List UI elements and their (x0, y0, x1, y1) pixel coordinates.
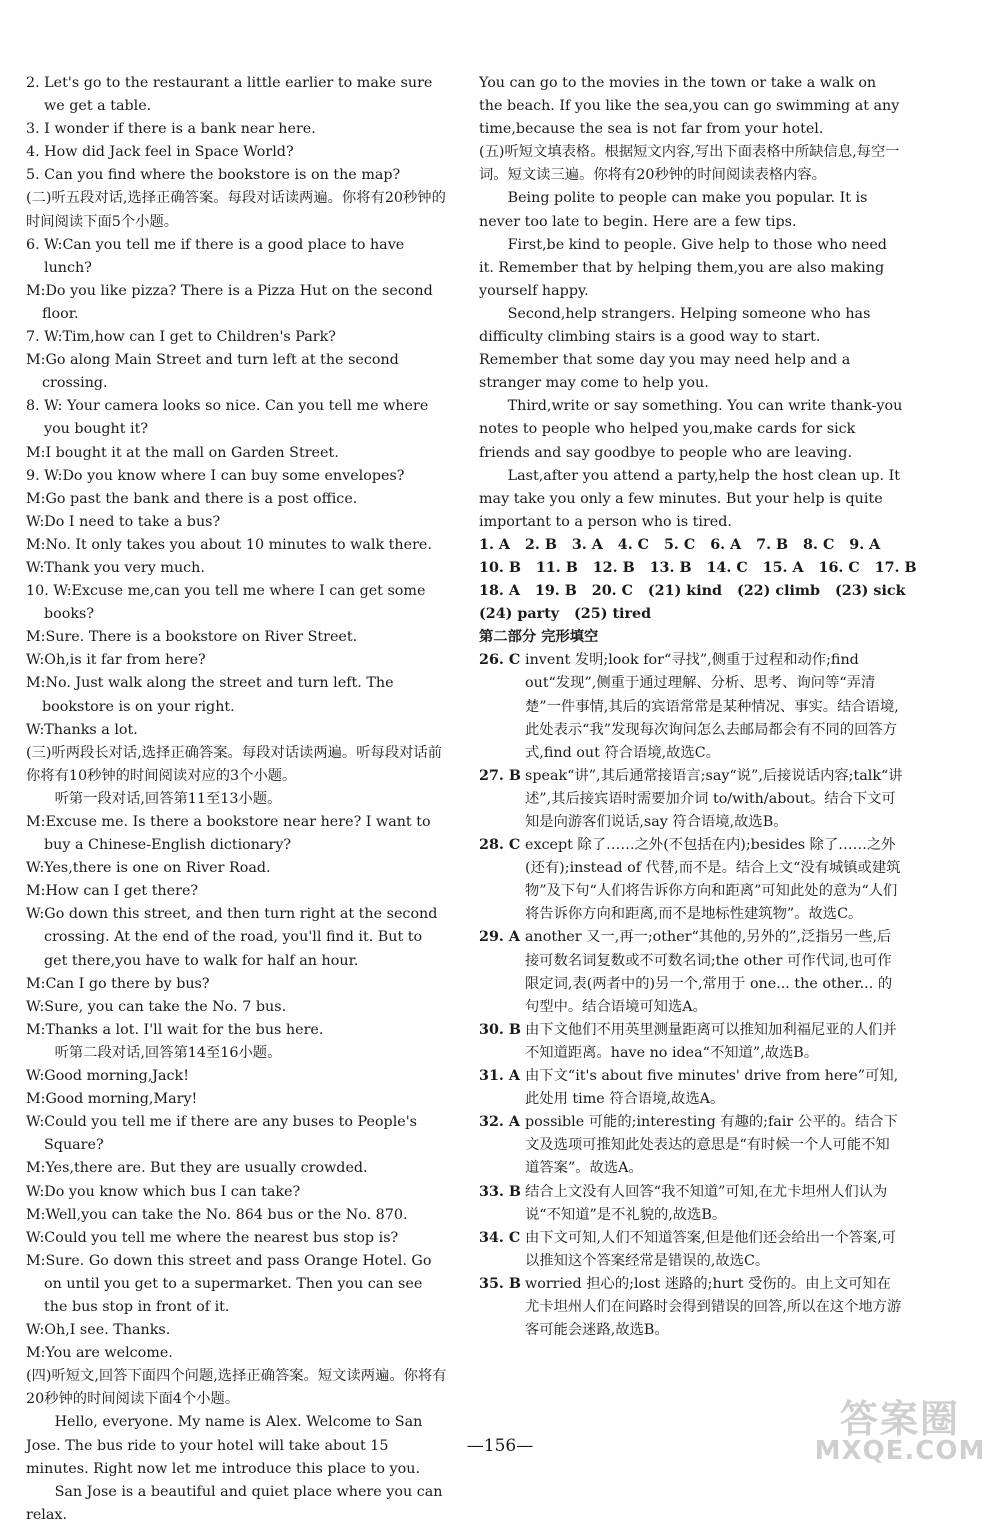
text-line: (五)听短文填表格。根据短文内容,写出下面表格中所缺信息,每空一词。短文读三遍。你将有20秒钟的时间阅读表格内容。 (479, 144, 900, 184)
left-column (26, 72, 449, 1527)
text-line: M:No. It only takes you about 10 minutes to walk there. (26, 536, 432, 553)
explanation-item (479, 834, 903, 926)
text-line: M:Go along Main Street and turn left at the second crossing. (26, 352, 399, 392)
explanation-item (479, 1227, 903, 1273)
text-line: M:I bought it at the mall on Garden Street. (26, 444, 339, 461)
explanation-text: 由下文可知,人们不知道答案,但是他们还会给出一个答案,可以推知这个答案经常是错误的,故选C。 (525, 1229, 897, 1269)
text-line: M:You are welcome. (26, 1345, 173, 1362)
question-number: 32. A (479, 1114, 520, 1131)
answer-row: 1. A 2. B 3. A 4. C 5. C 6. A 7. B 8. C 9. A (479, 536, 881, 553)
explanation-item (479, 1065, 903, 1111)
text-line: 9. W:Do you know where I can buy some envelopes? (26, 467, 405, 484)
explanation-text: 由下文他们不用英里测量距离可以推知加利福尼亚的人们并不知道距离。have no idea“不知道”,故选B。 (525, 1021, 897, 1061)
explanation-text: worried 担心的;lost 迷路的;hurt 受伤的。由上文可知在尤卡坦州人们在问路时会得到错误的回答,所以在这个地方游客可能会迷路,故选B。 (525, 1275, 902, 1339)
question-number: 33. B (479, 1183, 521, 1200)
text-line: Being polite to people can make you popular. It is never too late to begin. Here are a few tips. (479, 190, 868, 230)
part-title: 第二部分 完形填空 (479, 629, 599, 646)
text-line: M:Can I go there by bus? (26, 975, 210, 992)
watermark-site: MXQE.COM (814, 1436, 986, 1466)
answer-row: 18. A 19. B 20. C (21) kind (22) climb (23) sick (479, 583, 906, 600)
text-line: 听第一段对话,回答第11至13小题。 (54, 790, 282, 807)
text-line: 6. W:Can you tell me if there is a good place to have lunch? (26, 236, 405, 276)
explanation-text: speak“讲”,其后通常接语言;say“说”,后接说话内容;talk“讲述”,其后接宾语时需要加介词 to/with/about。结合下文可知是向游客们说话,say 符合语境,故选B。 (525, 767, 903, 830)
text-line: 4. How did Jack feel in Space World? (26, 144, 294, 161)
text-line: San Jose is a beautiful and quiet place where you can relax. (26, 1483, 443, 1523)
text-line: 听第二段对话,回答第14至16小题。 (54, 1044, 282, 1061)
text-line: M:No. Just walk along the street and turn left. The bookstore is on your right. (26, 675, 394, 715)
text-line: (四)听短文,回答下面四个问题,选择正确答案。短文读两遍。你将有20秒钟的时间阅读下面4个小题。 (26, 1368, 447, 1408)
question-number: 35. B (479, 1275, 521, 1292)
text-line: W:Thanks a lot. (26, 721, 138, 738)
question-number: 31. A (479, 1068, 520, 1085)
text-line: 7. W:Tim,how can I get to Children's Park? (26, 329, 336, 346)
text-line: M:Good morning,Mary! (26, 1091, 198, 1108)
question-number: 34. C (479, 1229, 521, 1246)
page-number: —156— (466, 1436, 534, 1456)
text-line: W:Sure, you can take the No. 7 bus. (26, 998, 287, 1015)
explanation-text: except 除了……之外(不包括在内);besides 除了……之外(还有);instead of 代替,而不是。结合上文“没有城镇或建筑物”及下句“人们将告诉你方向和距离”可知此处的意为“人们将告诉你方向和距离,而不是地标性建筑物”。故选C。 (525, 837, 901, 923)
right-column (479, 72, 917, 1342)
text-line: W:Oh,I see. Thanks. (26, 1322, 171, 1339)
text-line: M:Well,you can take the No. 864 bus or the No. 870. (26, 1206, 408, 1223)
text-line: M:Sure. There is a bookstore on River Street. (26, 629, 358, 646)
text-line: (三)听两段长对话,选择正确答案。每段对话读两遍。听每段对话前你将有10秒钟的时间阅读对应的3个小题。 (26, 744, 443, 784)
explanation-text: 由下文“it's about five minutes' drive from here”可知,此处用 time 符合语境,故选A。 (525, 1068, 899, 1108)
question-number: 28. C (479, 837, 521, 854)
explanation-text: another 又一,再一;other“其他的,另外的”,泛指另一些,后接可数名词复数或不可数名词;the other 可作代词,也可作限定词,表(两者中的)另一个,常用于 one... the other... 的句型中。结合语境可知选A。 (525, 929, 893, 1015)
text-line: M:Excuse me. Is there a bookstore near here? I want to buy a Chinese-English dictionary? (26, 814, 431, 854)
text-line: (二)听五段对话,选择正确答案。每段对话读两遍。你将有20秒钟的时间阅读下面5个小题。 (26, 190, 446, 230)
text-line: M:How can I get there? (26, 883, 199, 900)
text-line: M:Yes,there are. But they are usually crowded. (26, 1160, 368, 1177)
text-line: W:Could you tell me where the nearest bus stop is? (26, 1229, 399, 1246)
question-number: 27. B (479, 767, 521, 784)
text-line: 2. Let's go to the restaurant a little earlier to make sure we get a table. (26, 75, 433, 115)
text-line: 5. Can you find where the bookstore is on the map? (26, 167, 401, 184)
text-line: W:Oh,is it far from here? (26, 652, 206, 669)
question-number: 29. A (479, 929, 520, 946)
explanation-text: 结合上文没有人回答“我不知道”可知,在尤卡坦州人们认为说“不知道”是不礼貌的,故选B。 (525, 1183, 888, 1223)
text-line: M:Thanks a lot. I'll wait for the bus here. (26, 1021, 324, 1038)
explanation-text: invent 发明;look for“寻找”,侧重于过程和动作;find out“发现”,侧重于通过理解、分析、思考、询问等“弄清楚”一件事情,其后的宾语常常是某种情况、事实。结合语境,此处表示“我”发现每次询问怎么去邮局都会有不同的回答方式,find out 符合语境,故选C。 (525, 652, 899, 761)
text-line: W:Yes,there is one on River Road. (26, 860, 271, 877)
explanation-item (479, 649, 903, 764)
explanation-item (479, 1181, 903, 1227)
watermark-text: 答案圈 (839, 1397, 960, 1441)
explanation-item (479, 1019, 903, 1065)
text-line: M:Go past the bank and there is a post office. (26, 490, 358, 507)
explanation-text: possible 可能的;interesting 有趣的;fair 公平的。结合下文及选项可推知此处表达的意思是“有时候一个人可能不知道答案”。故选A。 (525, 1114, 898, 1177)
text-line: W:Good morning,Jack! (26, 1068, 189, 1085)
text-line: First,be kind to people. Give help to those who need it. Remember that by helping them,you are also making yourself happy. (479, 236, 887, 299)
watermark-logo (810, 1388, 990, 1468)
text-line: 8. W: Your camera looks so nice. Can you tell me where you bought it? (26, 398, 429, 438)
text-line: W:Do I need to take a bus? (26, 513, 221, 530)
explanation-item (479, 765, 903, 834)
right-column-passages (479, 72, 903, 534)
text-line: M:Sure. Go down this street and pass Orange Hotel. Go on until you get to a supermarket. Then you can see the bus stop in front of it. (26, 1252, 432, 1315)
text-line: W:Do you know which bus I can take? (26, 1183, 301, 1200)
text-line: Second,help strangers. Helping someone who has difficulty climbing stairs is a good way to start. Remember that some day you may need help and a stranger may come to help you. (479, 305, 871, 392)
question-number: 30. B (479, 1021, 521, 1038)
answer-row: (24) party (25) tired (479, 606, 652, 623)
text-line: 3. I wonder if there is a bank near here. (26, 121, 316, 138)
explanation-item (479, 1273, 903, 1342)
explanation-item (479, 926, 903, 1018)
text-line: Last,after you attend a party,help the host clean up. It may take you only a few minutes. But your help is quite important to a person who is tired. (479, 467, 900, 530)
explanation-list (479, 649, 903, 1342)
answer-row: 10. B 11. B 12. B 13. B 14. C 15. A 16. C 17. B (479, 559, 917, 576)
text-line: Hello, everyone. My name is Alex. Welcome to San Jose. The bus ride to your hotel will take about 15 minutes. Right now let me introduce this place to you. (26, 1414, 423, 1477)
text-line: W:Thank you very much. (26, 559, 205, 576)
text-line: 10. W:Excuse me,can you tell me where I can get some books? (26, 583, 426, 623)
text-line: You can go to the movies in the town or take a walk on the beach. If you like the sea,you can go swimming at any time,because the sea is not far from your hotel. (479, 75, 900, 138)
answer-key (479, 534, 917, 626)
text-line: M:Do you like pizza? There is a Pizza Hut on the second floor. (26, 282, 433, 322)
question-number: 26. C (479, 652, 521, 669)
text-line: W:Go down this street, and then turn right at the second crossing. At the end of the road, you'll find it. But to get there,you have to walk for half an hour. (26, 906, 438, 969)
text-line: W:Could you tell me if there are any buses to People's Square? (26, 1114, 417, 1154)
explanation-item (479, 1111, 903, 1180)
text-line: Third,write or say something. You can write thank-you notes to people who helped you,make cards for sick friends and say goodbye to people who are leaving. (479, 398, 903, 461)
